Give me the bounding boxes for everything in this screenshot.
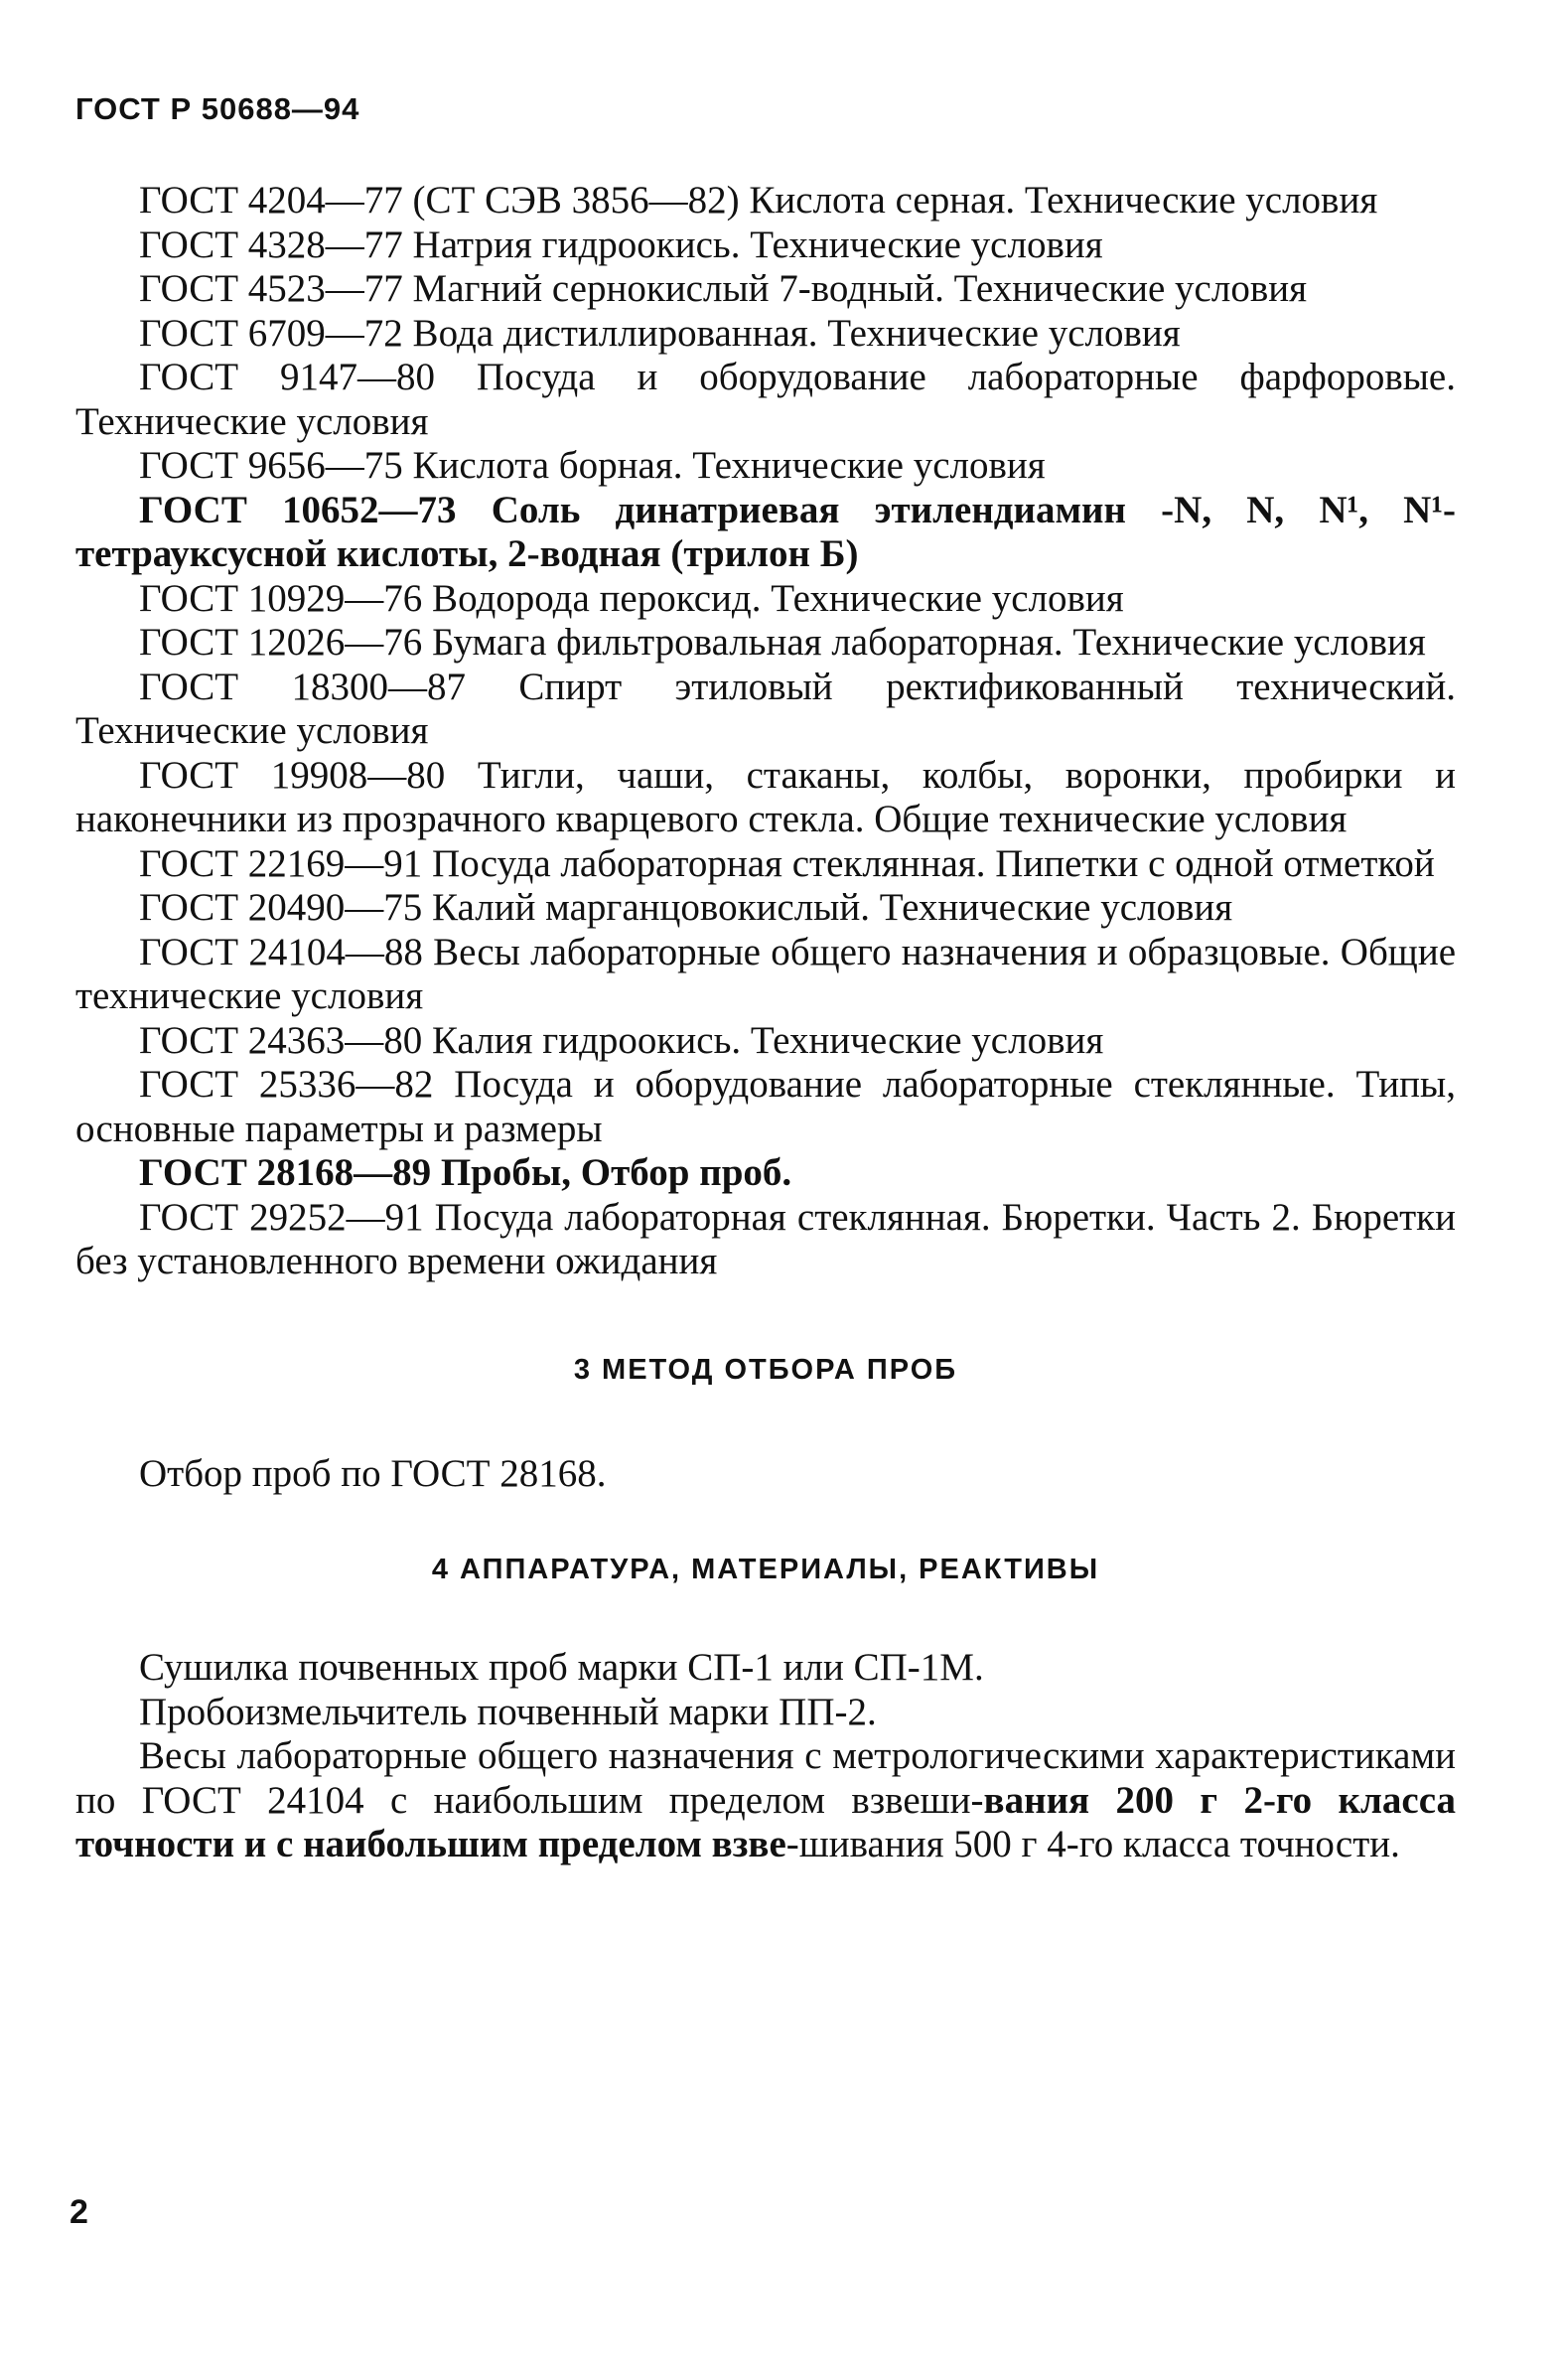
- page-number: 2: [70, 2193, 88, 2231]
- page-content: [75, 179, 1456, 1867]
- reference-gost-24104: ГОСТ 24104—88 Весы лабораторные общего назначения и образцовые. Общие технические условия: [75, 930, 1456, 1017]
- section-4-paragraph-2: Пробоизмельчитель почвенный марки ПП-2.: [139, 1690, 877, 1733]
- section-4-paragraph-3-part-a: Весы лабораторные общего назначения с метрологическими характеристиками по ГОСТ 24104 с наибольшим пределом взвеши: [75, 1734, 1456, 1822]
- reference-gost-20490: ГОСТ 20490—75 Калий марганцовокислый. Технические условия: [139, 886, 1233, 929]
- reference-gost-25336: ГОСТ 25336—82 Посуда и оборудование лабораторные стеклянные. Типы, основные параметры и размеры: [75, 1063, 1456, 1150]
- reference-gost-9656: ГОСТ 9656—75 Кислота борная. Технические условия: [139, 444, 1046, 487]
- reference-gost-22169: ГОСТ 22169—91 Посуда лабораторная стеклянная. Пипетки с одной отметкой: [139, 841, 1435, 885]
- section-4-paragraph-3: Весы лабораторные общего назначения с метрологическими характеристиками по ГОСТ 24104 с наибольшим пределом взвеши-вания 200 г 2-го класса точности и с наибольшим пределом взве-шивания 500 г 4-го класса точности.: [75, 1734, 1456, 1865]
- section-4-heading: 4 АППАРАТУРА, МАТЕРИАЛЫ, РЕАКТИВЫ: [431, 1554, 1100, 1585]
- document-header: ГОСТ Р 50688—94: [75, 91, 360, 126]
- reference-gost-10929: ГОСТ 10929—76 Водорода пероксид. Технические условия: [139, 576, 1124, 620]
- section-3-heading: 3 МЕТОД ОТБОРА ПРОБ: [573, 1353, 958, 1386]
- reference-gost-28168: ГОСТ 28168—89 Пробы, Отбор проб.: [139, 1151, 792, 1194]
- section-4-paragraph-3-part-b: вания 200 г 2-го класса точности и с наибольшим пределом взве: [75, 1778, 1456, 1865]
- reference-gost-4204: ГОСТ 4204—77 (СТ СЭВ 3856—82) Кислота серная. Технические условия: [139, 179, 1378, 222]
- section-3-text: Отбор проб по ГОСТ 28168.: [139, 1451, 607, 1495]
- reference-gost-18300: ГОСТ 18300—87 Спирт этиловый ректификованный технический. Технические условия: [75, 665, 1456, 752]
- reference-gost-29252: ГОСТ 29252—91 Посуда лабораторная стеклянная. Бюретки. Часть 2. Бюретки без установленного времени ожидания: [75, 1195, 1456, 1282]
- reference-gost-6709: ГОСТ 6709—72 Вода дистиллированная. Технические условия: [139, 311, 1181, 355]
- reference-gost-24363: ГОСТ 24363—80 Калия гидроокись. Технические условия: [139, 1018, 1104, 1062]
- reference-gost-4328: ГОСТ 4328—77 Натрия гидроокись. Технические условия: [139, 223, 1103, 266]
- reference-gost-12026: ГОСТ 12026—76 Бумага фильтровальная лабораторная. Технические условия: [139, 621, 1426, 664]
- reference-gost-4523: ГОСТ 4523—77 Магний сернокислый 7-водный. Технические условия: [139, 267, 1308, 310]
- section-4-paragraph-3-part-c: шивания 500 г 4-го класса точности.: [798, 1823, 1400, 1865]
- reference-gost-10652: ГОСТ 10652—73 Соль динатриевая этилендиамин -N, N, N¹, N¹-тетрауксусной кислоты, 2-водная (трилон Б): [75, 488, 1456, 575]
- section-4-paragraph-1: Сушилка почвенных проб марки СП-1 или СП-1М.: [139, 1646, 984, 1689]
- reference-gost-9147: ГОСТ 9147—80 Посуда и оборудование лабораторные фарфоровые. Технические условия: [75, 356, 1456, 443]
- reference-gost-19908: ГОСТ 19908—80 Тигли, чаши, стаканы, колбы, воронки, пробирки и наконечники из прозрачного кварцевого стекла. Общие технические условия: [75, 753, 1456, 840]
